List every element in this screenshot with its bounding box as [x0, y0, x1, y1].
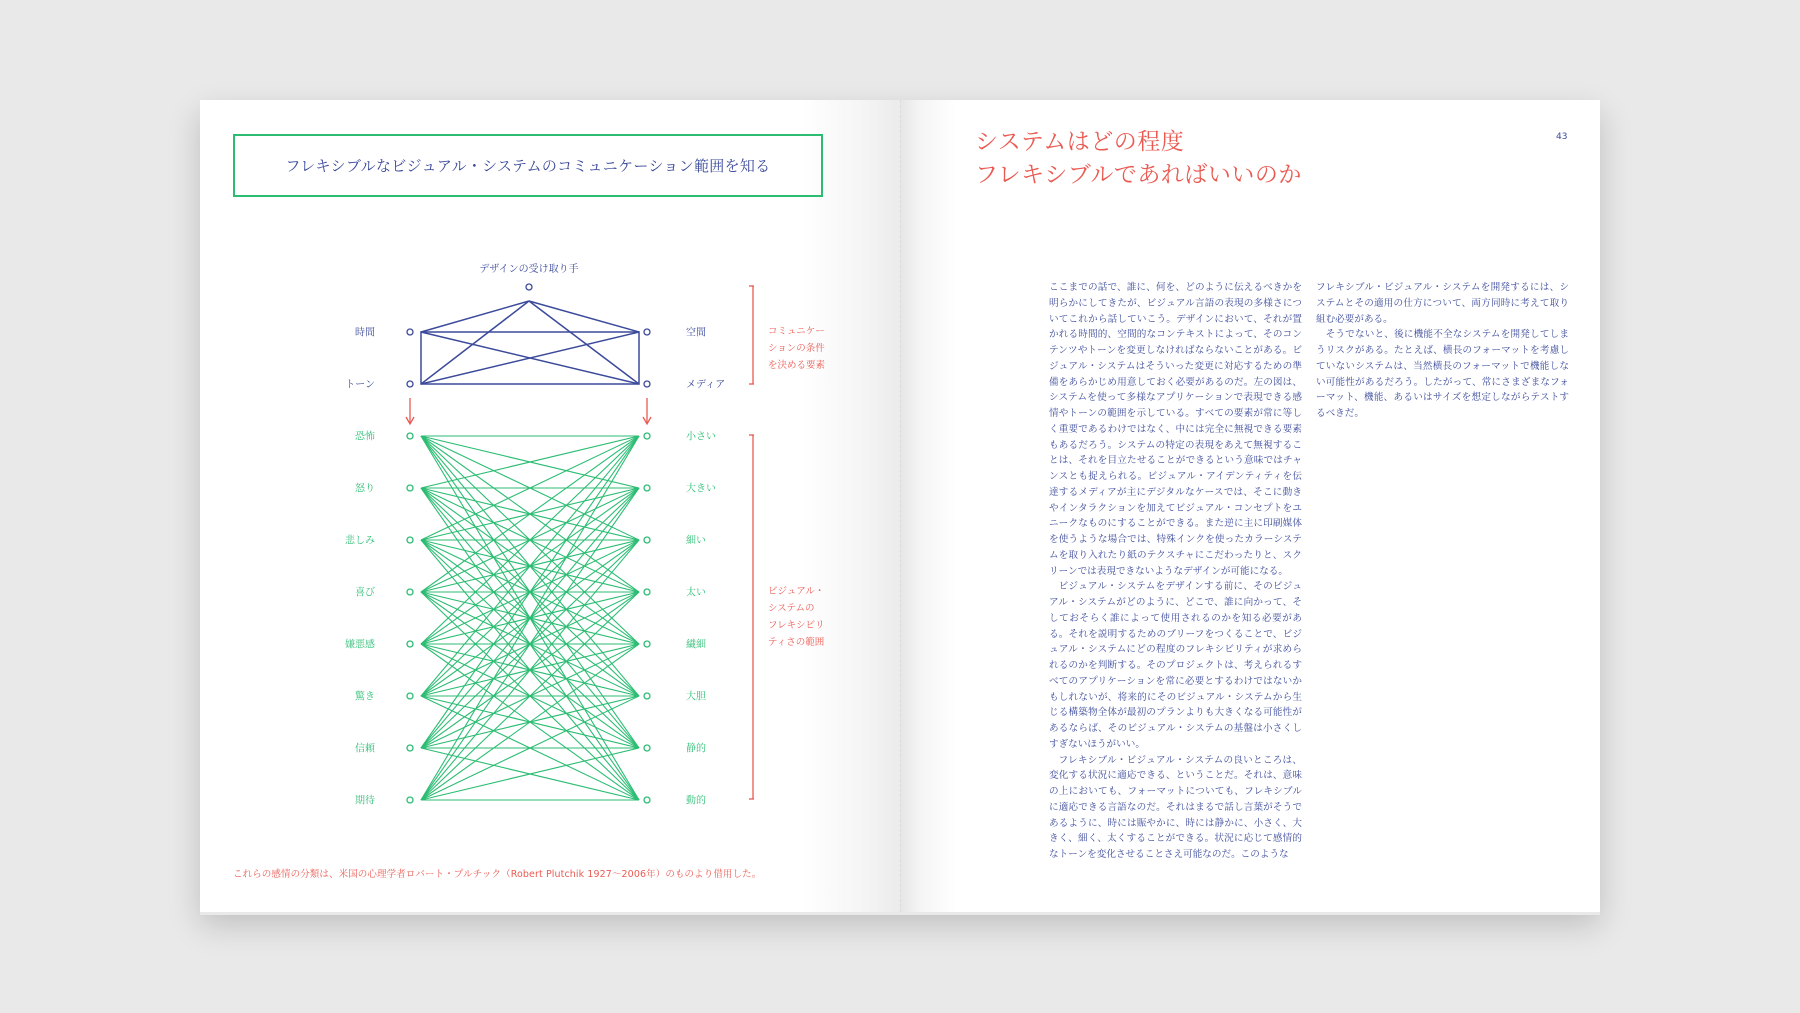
- emotion-label: 信頼: [355, 743, 375, 755]
- emotion-node: [407, 537, 413, 543]
- format-node: [644, 641, 650, 647]
- format-label: 動的: [686, 795, 706, 807]
- format-node: [644, 485, 650, 491]
- format-label: 太い: [686, 587, 706, 599]
- flexibility-bracket-label: ティさの範囲: [768, 637, 825, 648]
- heading-line-2: フレキシブルであればいいのか: [975, 162, 1302, 188]
- format-label: 繊細: [686, 639, 706, 651]
- emotion-node: [407, 745, 413, 751]
- format-label: 細い: [686, 535, 706, 547]
- body-paragraph: そうでないと、後に機能不全なシステムを開発してしまうリスクがある。たとえば、横長のフォーマットを考慮していないシステムは、当然横長のフォーマットで機能しない可能性があるだろう。したがって、常にさまざまなフォーマット、機能、あるいはサイズを想定しながらテストするべきだ。: [1316, 329, 1569, 419]
- format-node: [644, 797, 650, 803]
- connection-line: [421, 301, 529, 332]
- connection-line: [529, 301, 639, 332]
- condition-node: [644, 329, 650, 335]
- emotion-node: [407, 641, 413, 647]
- format-label: 静的: [686, 743, 706, 755]
- body-column-2: [1316, 280, 1569, 422]
- condition-label: 空間: [686, 327, 706, 339]
- format-node: [644, 693, 650, 699]
- page-number: 43: [1556, 132, 1568, 142]
- body-paragraph: フレキシブル・ビジュアル・システムの良いところは、変化する状況に適応できる、ということだ。それは、意味の上においても、フォーマットについても、フレキシブルに適応できる言語なのだ。それはまるで話し言葉がそうであるように、時には賑やかに、時には静かに、小さく、大きく、細く、太くすることができる。状況に応じて感情的なトーンを変化させることさえ可能なのだ。このような: [1049, 754, 1302, 860]
- emotion-label: 驚き: [355, 691, 375, 703]
- flexibility-bracket-label: フレキシビリ: [768, 620, 825, 631]
- condition-node: [407, 329, 413, 335]
- footnote: これらの感情の分類は、米国の心理学者ロバート・プルチック（Robert Plutchik 1927〜2006年）のものより借用した。: [233, 869, 762, 880]
- flexibility-bracket-label: システムの: [768, 603, 815, 614]
- format-label: 大きい: [686, 483, 716, 495]
- condition-label: 時間: [355, 327, 375, 339]
- emotion-node: [407, 589, 413, 595]
- recipient-label: デザインの受け取り手: [479, 264, 579, 275]
- format-node: [644, 589, 650, 595]
- emotion-node: [407, 797, 413, 803]
- emotion-label: 恐怖: [355, 431, 375, 443]
- emotion-label: 嫌悪感: [345, 639, 375, 651]
- body-paragraph: ビジュアル・システムをデザインする前に、そのビジュアル・システムがどのように、どこで、誰に向かって、そしておそらく誰によって使用されるのかを知る必要がある。それを説明するためのブリーフをつくることで、ビジュアル・システムにどの程度のフレキシビリティが求められるのかを判断する。そのプロジェクトは、考えられるすべてのアプリケーションを常に必要とするわけではないかもしれないが、将来的にそのビジュアル・システムから生じる構築物全体が最初のプランよりも大きくなる可能性があるならば、そのビジュアル・システムの基盤は小さくしすぎないほうがいい。: [1049, 581, 1302, 750]
- flexibility-bracket-label: ビジュアル・: [768, 586, 825, 597]
- body-column-1: [1049, 280, 1302, 863]
- diagram-nodes: [407, 284, 650, 803]
- diagram-title: フレキシブルなビジュアル・システムのコミュニケーション範囲を知る: [285, 157, 771, 175]
- condition-bracket-label: ションの条件: [768, 343, 825, 354]
- range-brackets: [749, 286, 754, 799]
- format-node: [644, 433, 650, 439]
- communication-connections: [421, 301, 639, 384]
- gutter-line: [900, 100, 901, 912]
- emotion-node: [407, 485, 413, 491]
- communication-range-diagram: [200, 100, 900, 912]
- emotion-label: 悲しみ: [345, 535, 375, 547]
- emotion-label: 怒り: [355, 483, 375, 495]
- condition-bracket-label: を決める要素: [768, 360, 826, 371]
- emotion-label: 喜び: [355, 587, 375, 599]
- condition-node: [407, 381, 413, 387]
- condition-label: トーン: [345, 379, 375, 391]
- format-label: 大胆: [686, 691, 706, 703]
- condition-node: [644, 381, 650, 387]
- format-node: [644, 537, 650, 543]
- condition-bracket-label: コミュニケー: [768, 326, 825, 337]
- emotion-label: 期待: [355, 795, 375, 807]
- recipient-node: [526, 284, 532, 290]
- format-node: [644, 745, 650, 751]
- body-paragraph: フレキシブル・ビジュアル・システムを開発するには、システムとその適用の仕方について、両方同時に考えて取り組む必要がある。: [1316, 282, 1569, 325]
- format-label: 小さい: [686, 431, 716, 443]
- emotion-node: [407, 693, 413, 699]
- body-paragraph: ここまでの話で、誰に、何を、どのように伝えるべきかを明らかにしてきたが、ビジュアル言語の表現の多様さについてこれから話していこう。デザインにおいて、それが置かれる時間的、空間的なコンテキストによって、そのコンテンツやトーンを変更しなければならないことがある。ビジュアル・システムはそういった変更に対応するための準備をあらかじめ用意しておく必要があるのだ。左の図は、システムを使って多様なアプリケーションで表現できる感情やトーンの範囲を示している。すべての要素が常に等しく重要であるわけではなく、中には完全に無視できる要素もあるだろう。システムの特定の表現をあえて無視することは、それを目立たせることができるという意味ではチャンスとも捉えられる。ビジュアル・アイデンティティを伝達するメディアが主にデジタルなケースでは、そこに動きやインタラクションを加えてビジュアル・コンセプトをユニークなものにすることができる。また逆に主に印刷媒体を使うような場合では、特殊インクを使ったカラーシステムを取り入れたり紙のテクスチャにこだわったりと、スクリーンでは表現できないようなデザインが可能になる。: [1049, 282, 1302, 577]
- chapter-heading: [975, 126, 1302, 192]
- heading-line-1: システムはどの程度: [975, 129, 1185, 155]
- flexibility-connections: [421, 436, 639, 800]
- transition-arrows: [406, 398, 651, 424]
- condition-label: メディア: [686, 379, 726, 391]
- emotion-node: [407, 433, 413, 439]
